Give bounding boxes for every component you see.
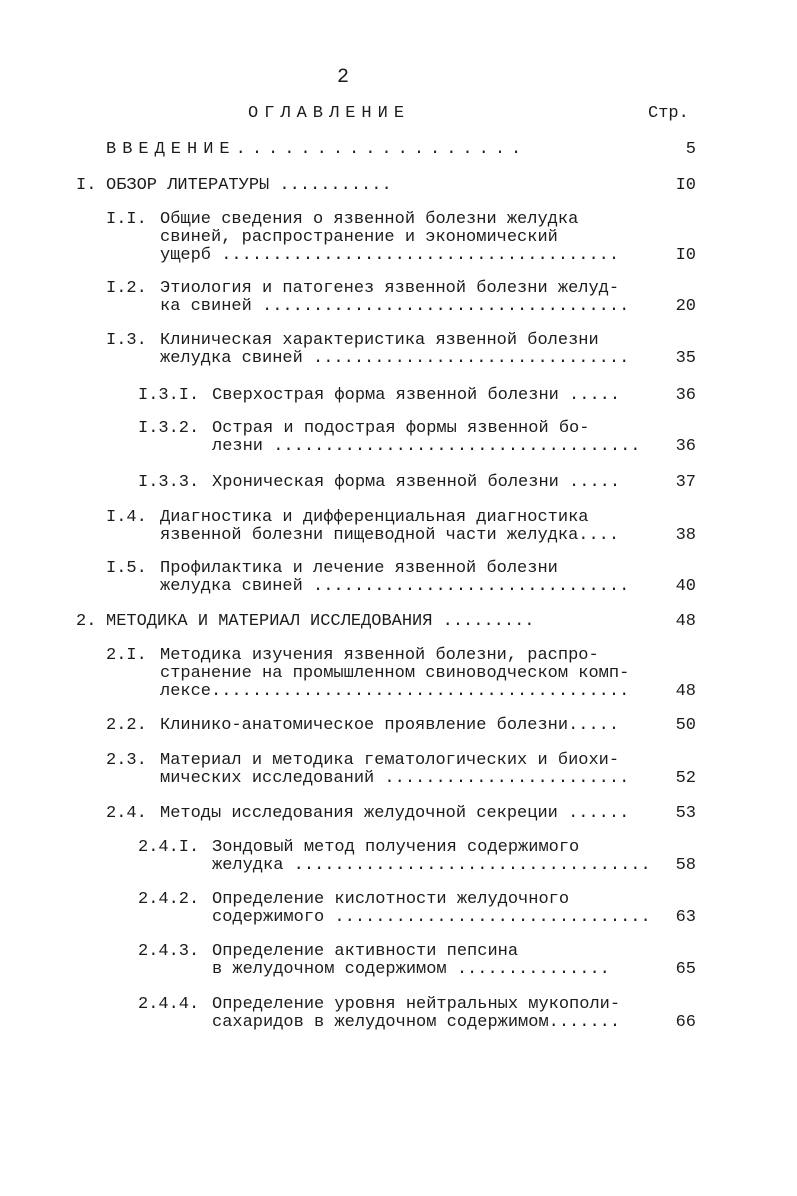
entry-number: I.5. xyxy=(106,559,147,578)
entry-title-line: желудка свиней ............................... xyxy=(160,577,630,596)
entry-page: 35 xyxy=(675,349,696,368)
entry-title-line: ущерб ....................................... xyxy=(160,246,620,265)
entry-title-line: содержимого ............................... xyxy=(212,908,651,927)
entry-title-line: желудка свиней ............................... xyxy=(160,349,630,368)
entry-title-line: Методика изучения язвенной болезни, распро- xyxy=(160,646,599,665)
entry-page: I0 xyxy=(675,176,696,195)
entry-title: Методы исследования желудочной секреции ...... xyxy=(160,804,630,823)
entry-number: 2.3. xyxy=(106,751,147,770)
entry-title-line: Определение кислотности желудочного xyxy=(212,890,570,909)
entry-page: 66 xyxy=(675,1013,696,1032)
entry-title-line: лексе......................................... xyxy=(160,682,630,701)
entry-title: Сверхострая форма язвенной болезни ..... xyxy=(212,386,621,405)
entry-title-line: странение на промышленном свиноводческом комп- xyxy=(160,664,630,683)
entry-number: I.4. xyxy=(106,508,147,527)
page-column-label: Стр. xyxy=(648,104,689,123)
entry-number: I.3.3. xyxy=(138,473,200,492)
entry-page: I0 xyxy=(675,246,696,265)
entry-title-line: Острая и подострая формы язвенной бо- xyxy=(212,419,590,438)
entry-title: Клинико-анатомическое проявление болезни..... xyxy=(160,716,620,735)
entry-page: 40 xyxy=(675,577,696,596)
entry-page: 48 xyxy=(675,612,696,631)
entry-title: ОБЗОР ЛИТЕРАТУРЫ ........... xyxy=(106,176,392,195)
entry-title-line: в желудочном содержимом ............... xyxy=(212,960,610,979)
entry-page: 65 xyxy=(675,960,696,979)
entry-title-line: Диагностика и дифференциальная диагностика xyxy=(160,508,589,527)
entry-title: МЕТОДИКА И МАТЕРИАЛ ИССЛЕДОВАНИЯ ......... xyxy=(106,612,535,631)
entry-title-line: Профилактика и лечение язвенной болезни xyxy=(160,559,558,578)
intro-page: 5 xyxy=(685,140,696,159)
entry-page: 48 xyxy=(675,682,696,701)
entry-title-line: лезни .................................... xyxy=(212,437,641,456)
entry-number: I.2. xyxy=(106,279,147,298)
entry-page: 63 xyxy=(675,908,696,927)
entry-number: I.3. xyxy=(106,331,147,350)
toc-heading: ОГЛАВЛЕНИЕ xyxy=(248,104,411,123)
entry-number: 2.4.3. xyxy=(138,942,200,961)
entry-number: I.3.2. xyxy=(138,419,200,438)
entry-number: 2. xyxy=(76,612,97,631)
entry-page: 36 xyxy=(675,437,696,456)
entry-title-line: язвенной болезни пищеводной части желудка.... xyxy=(160,526,620,545)
page-number: 2 xyxy=(337,66,350,89)
entry-number: I.3.I. xyxy=(138,386,200,405)
entry-number: 2.2. xyxy=(106,716,147,735)
entry-page: 52 xyxy=(675,769,696,788)
entry-number: 2.4.4. xyxy=(138,995,200,1014)
entry-title: Хроническая форма язвенной болезни ..... xyxy=(212,473,621,492)
entry-number: 2.4.2. xyxy=(138,890,200,909)
entry-title-line: Зондовый метод получения содержимого xyxy=(212,838,580,857)
entry-number: I.I. xyxy=(106,210,147,229)
entry-number: 2.I. xyxy=(106,646,147,665)
entry-number: 2.4.I. xyxy=(138,838,200,857)
entry-page: 50 xyxy=(675,716,696,735)
entry-title-line: Клиническая характеристика язвенной болезни xyxy=(160,331,599,350)
intro-title: ВВЕДЕНИЕ.................. xyxy=(106,140,528,159)
entry-title-line: Определение уровня нейтральных мукополи- xyxy=(212,995,621,1014)
entry-title-line: желудка ................................... xyxy=(212,856,651,875)
entry-page: 53 xyxy=(675,804,696,823)
entry-page: 20 xyxy=(675,297,696,316)
entry-title-line: мических исследований ........................ xyxy=(160,769,630,788)
entry-title-line: Этиология и патогенез язвенной болезни желуд- xyxy=(160,279,620,298)
entry-page: 58 xyxy=(675,856,696,875)
entry-title-line: Материал и методика гематологических и биохи- xyxy=(160,751,620,770)
entry-title-line: ка свиней .................................... xyxy=(160,297,630,316)
entry-page: 37 xyxy=(675,473,696,492)
entry-title-line: сахаридов в желудочном содержимом....... xyxy=(212,1013,621,1032)
entry-title-line: свиней, распространение и экономический xyxy=(160,228,558,247)
entry-number: I. xyxy=(76,176,97,195)
entry-title-line: Общие сведения о язвенной болезни желудка xyxy=(160,210,579,229)
entry-number: 2.4. xyxy=(106,804,147,823)
entry-title-line: Определение активности пепсина xyxy=(212,942,519,961)
entry-page: 36 xyxy=(675,386,696,405)
entry-page: 38 xyxy=(675,526,696,545)
